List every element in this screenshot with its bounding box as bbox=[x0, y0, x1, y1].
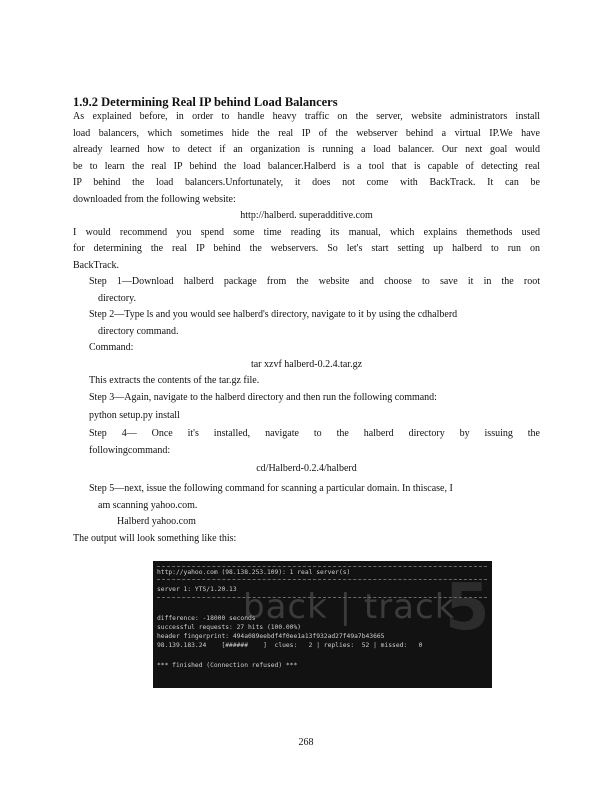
section-heading: 1.9.2 Determining Real IP behind Load Balancers bbox=[73, 95, 338, 109]
halberd-command: Halberd yahoo.com bbox=[117, 516, 196, 527]
backtrack-five-logo: 5 bbox=[445, 571, 490, 645]
terminal-line-4: successful requests: 27 hits (100.00%) bbox=[157, 624, 302, 631]
recommend-line-1: I would recommend you spend some time reading its manual, which explains themethods used bbox=[73, 226, 540, 238]
step1-line-1: Step 1—Download halberd package from the website and choose to save it in the root bbox=[89, 276, 540, 287]
terminal-line-2: server 1: YTS/1.20.13 bbox=[157, 586, 237, 593]
terminal-rule bbox=[157, 566, 487, 567]
step2-line-2: directory command. bbox=[98, 325, 179, 337]
step5-line-1: Step 5—next, issue the following command for scanning a particular domain. In thiscase, I bbox=[89, 483, 453, 494]
step4-line-1: Step 4— Once it's installed, navigate to the halberd directory by issuing the bbox=[89, 428, 540, 439]
intro-line-2: load balancers, which sometimes hide the real IP of the webserver behind a virtual IP.We have bbox=[73, 127, 540, 139]
intro-line-6: downloaded from the following website: bbox=[73, 193, 236, 205]
step2-line-1: Step 2—Type ls and you would see halberd's directory, navigate to it by using the cdhalberd bbox=[89, 309, 458, 320]
terminal-rule bbox=[157, 597, 487, 598]
tar-command: tar xzvf halberd-0.2.4.tar.gz bbox=[250, 358, 363, 370]
recommend-line-2: for determining the real IP behind the webservers. So let's start setting up halberd to run on bbox=[73, 243, 540, 254]
step5-line-2: am scanning yahoo.com. bbox=[98, 499, 198, 511]
terminal-line-1: http://yahoo.com (98.138.253.109): 1 real server(s) bbox=[157, 569, 351, 576]
terminal-screenshot bbox=[153, 561, 492, 688]
halberd-url[interactable]: http://halberd. superadditive.com bbox=[240, 210, 373, 221]
backtrack-watermark: back | track bbox=[243, 587, 456, 627]
terminal-line-5: header fingerprint: 494a089eebdf4f0ee1a13f932ad27f49a7b43665 bbox=[157, 633, 385, 640]
intro-line-5: IP behind the load balancers.Unfortunately, it does not come with BackTrack. It can be bbox=[73, 177, 540, 188]
step4-line-2: followingcommand: bbox=[89, 444, 171, 456]
intro-line-4: be to learn the real IP behind the load balancer.Halberd is a tool that is capable of detecting real bbox=[73, 160, 540, 172]
intro-line-1: As explained before, in order to handle heavy traffic on the server, website administrators install bbox=[73, 111, 540, 122]
python-command: python setup.py install bbox=[89, 410, 180, 421]
terminal-rule bbox=[157, 579, 487, 580]
recommend-line-3: BackTrack. bbox=[73, 259, 120, 271]
intro-line-3: already learned how to detect if an organization is running a load balancer. Our next goal would bbox=[73, 144, 540, 155]
terminal-line-6: 98.139.183.24 [###### ] clues: 2 | replies: 52 | missed: 0 bbox=[157, 642, 423, 649]
page-number: 268 bbox=[298, 737, 314, 748]
terminal-line-7: *** finished (Connection refused) *** bbox=[157, 662, 298, 669]
output-intro: The output will look something like this: bbox=[73, 532, 237, 544]
command-label: Command: bbox=[89, 342, 134, 353]
step1-line-2: directory. bbox=[98, 292, 136, 304]
cd-command: cd/Halberd-0.2.4/halberd bbox=[256, 463, 357, 474]
terminal-line-3: difference: -18000 seconds bbox=[157, 615, 256, 622]
extracts-line: This extracts the contents of the tar.gz file. bbox=[89, 375, 260, 386]
step3-line: Step 3—Again, navigate to the halberd directory and then run the following command: bbox=[89, 391, 437, 403]
